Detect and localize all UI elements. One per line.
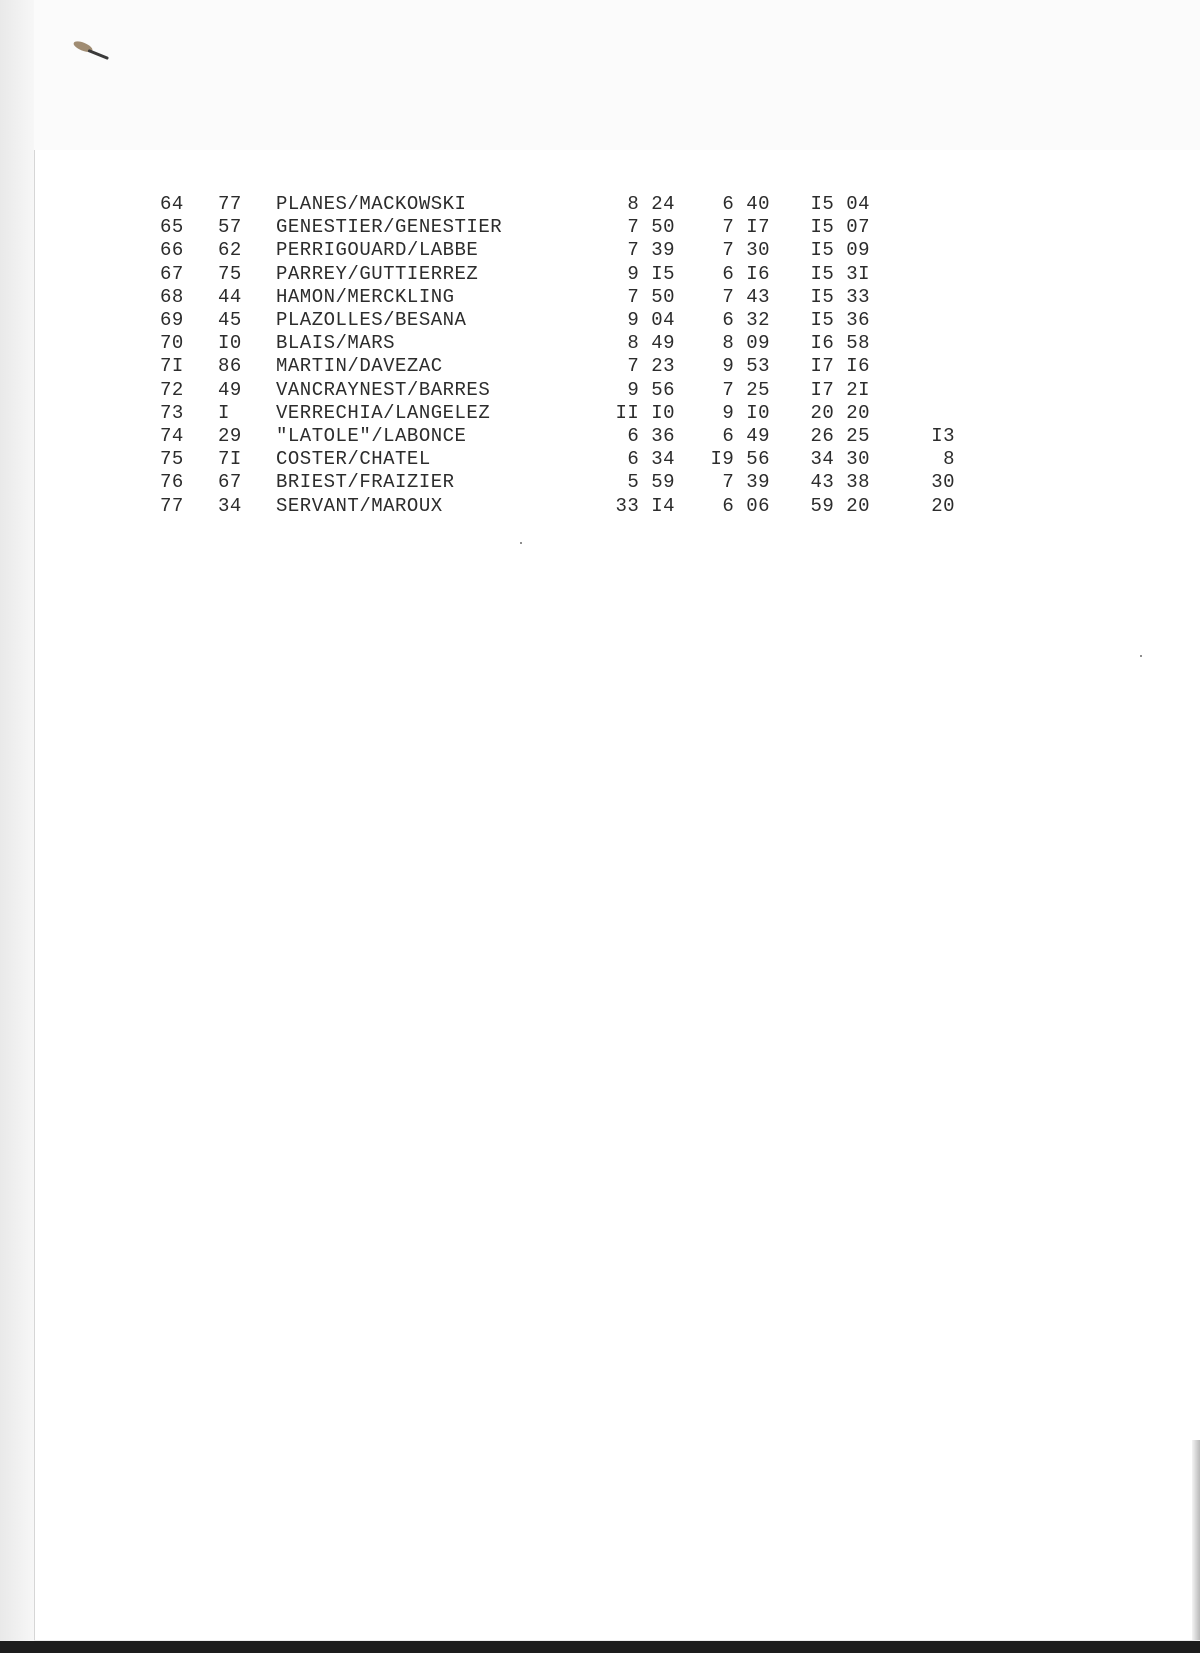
crew-name-cell: VERRECHIA/LANGELEZ: [276, 401, 491, 424]
total-time-cell: I5 09: [810, 239, 870, 262]
time-stage2-cell: 7 39: [722, 471, 770, 494]
rank-cell: 70: [160, 332, 184, 355]
table-row: [0, 263, 1100, 286]
table-row: [0, 495, 1100, 518]
total-time-cell: I5 04: [810, 193, 870, 215]
rank-cell: 66: [160, 239, 184, 262]
time-stage1-cell: 7 50: [627, 216, 675, 239]
team-number-cell: 7I: [218, 448, 242, 471]
time-stage1-cell: 5 59: [627, 471, 675, 494]
table-row: [0, 332, 1100, 355]
team-number-cell: 75: [218, 262, 242, 285]
rank-cell: 65: [160, 216, 184, 239]
rank-cell: 75: [160, 448, 184, 471]
table-row: [0, 402, 1100, 425]
rank-cell: 74: [160, 425, 184, 447]
crew-name-cell: BLAIS/MARS: [276, 332, 396, 355]
total-time-cell: I6 58: [810, 332, 870, 355]
time-stage2-cell: 6 49: [722, 425, 770, 447]
crew-name-cell: PLAZOLLES/BESANA: [276, 309, 467, 331]
time-stage2-cell: 7 I7: [722, 216, 770, 239]
team-number-cell: 49: [218, 378, 242, 401]
time-stage1-cell: 6 34: [627, 448, 675, 471]
rank-cell: 64: [160, 193, 184, 215]
team-number-cell: 44: [218, 285, 242, 308]
table-row: [0, 239, 1100, 262]
ink-speck: [520, 542, 522, 544]
team-number-cell: 57: [218, 216, 242, 239]
team-number-cell: 45: [218, 309, 242, 331]
team-number-cell: 67: [218, 471, 242, 494]
backdrop-top: [0, 0, 1200, 150]
time-stage2-cell: 7 30: [722, 239, 770, 262]
table-row: [0, 448, 1100, 471]
total-time-cell: I5 3I: [810, 262, 870, 285]
scan-bottom-edge: [0, 1641, 1200, 1653]
rank-cell: 76: [160, 471, 184, 494]
crew-name-cell: PLANES/MACKOWSKI: [276, 193, 467, 215]
team-number-cell: I0: [218, 332, 242, 355]
total-time-cell: 59 20: [810, 494, 870, 517]
page-edge-shadow: [1192, 1440, 1200, 1640]
team-number-cell: 34: [218, 494, 242, 517]
crew-name-cell: COSTER/CHATEL: [276, 448, 431, 471]
crew-name-cell: MARTIN/DAVEZAC: [276, 355, 443, 378]
crew-name-cell: PARREY/GUTTIERREZ: [276, 262, 479, 285]
team-number-cell: I: [218, 401, 230, 424]
time-stage1-cell: 9 I5: [627, 262, 675, 285]
crew-name-cell: "LATOLE"/LABONCE: [276, 425, 467, 447]
total-time-cell: I5 33: [810, 285, 870, 308]
team-number-cell: 77: [218, 193, 242, 215]
table-row: [0, 286, 1100, 309]
time-stage2-cell: 9 I0: [722, 401, 770, 424]
team-number-cell: 29: [218, 425, 242, 447]
time-stage2-cell: 8 09: [722, 332, 770, 355]
time-stage2-cell: 7 25: [722, 378, 770, 401]
penalty-cell: 20: [931, 494, 955, 517]
time-stage1-cell: 9 56: [627, 378, 675, 401]
time-stage1-cell: 7 23: [627, 355, 675, 378]
total-time-cell: I5 36: [810, 309, 870, 331]
penalty-cell: I3: [931, 425, 955, 447]
time-stage2-cell: 6 I6: [722, 262, 770, 285]
time-stage1-cell: II I0: [615, 401, 675, 424]
table-row: [0, 425, 1100, 448]
total-time-cell: 34 30: [810, 448, 870, 471]
time-stage1-cell: 33 I4: [615, 494, 675, 517]
time-stage1-cell: 7 39: [627, 239, 675, 262]
team-number-cell: 62: [218, 239, 242, 262]
team-number-cell: 86: [218, 355, 242, 378]
crew-name-cell: BRIEST/FRAIZIER: [276, 471, 455, 494]
time-stage2-cell: 6 40: [722, 193, 770, 215]
penalty-cell: 30: [931, 471, 955, 494]
time-stage1-cell: 8 49: [627, 332, 675, 355]
time-stage2-cell: 9 53: [722, 355, 770, 378]
crew-name-cell: PERRIGOUARD/LABBE: [276, 239, 479, 262]
total-time-cell: I5 07: [810, 216, 870, 239]
table-row: [0, 216, 1100, 239]
total-time-cell: 43 38: [810, 471, 870, 494]
table-row: [0, 471, 1100, 494]
time-stage1-cell: 7 50: [627, 285, 675, 308]
table-row: [0, 355, 1100, 378]
crew-name-cell: SERVANT/MAROUX: [276, 494, 443, 517]
time-stage2-cell: 6 06: [722, 494, 770, 517]
rank-cell: 7I: [160, 355, 184, 378]
time-stage1-cell: 6 36: [627, 425, 675, 447]
table-row: [0, 309, 1100, 332]
rank-cell: 77: [160, 494, 184, 517]
ink-speck: [1140, 655, 1142, 657]
rank-cell: 69: [160, 309, 184, 331]
table-row: [0, 193, 1100, 216]
penalty-cell: 8: [943, 448, 955, 471]
crew-name-cell: VANCRAYNEST/BARRES: [276, 378, 491, 401]
rank-cell: 72: [160, 378, 184, 401]
time-stage2-cell: 7 43: [722, 285, 770, 308]
crew-name-cell: HAMON/MERCKLING: [276, 285, 455, 308]
total-time-cell: 20 20: [810, 401, 870, 424]
time-stage2-cell: I9 56: [710, 448, 770, 471]
time-stage1-cell: 9 04: [627, 309, 675, 331]
table-row: [0, 379, 1100, 402]
time-stage1-cell: 8 24: [627, 193, 675, 215]
total-time-cell: I7 I6: [810, 355, 870, 378]
total-time-cell: 26 25: [810, 425, 870, 447]
total-time-cell: I7 2I: [810, 378, 870, 401]
rank-cell: 68: [160, 285, 184, 308]
crew-name-cell: GENESTIER/GENESTIER: [276, 216, 503, 239]
time-stage2-cell: 6 32: [722, 309, 770, 331]
rank-cell: 73: [160, 401, 184, 424]
rank-cell: 67: [160, 262, 184, 285]
